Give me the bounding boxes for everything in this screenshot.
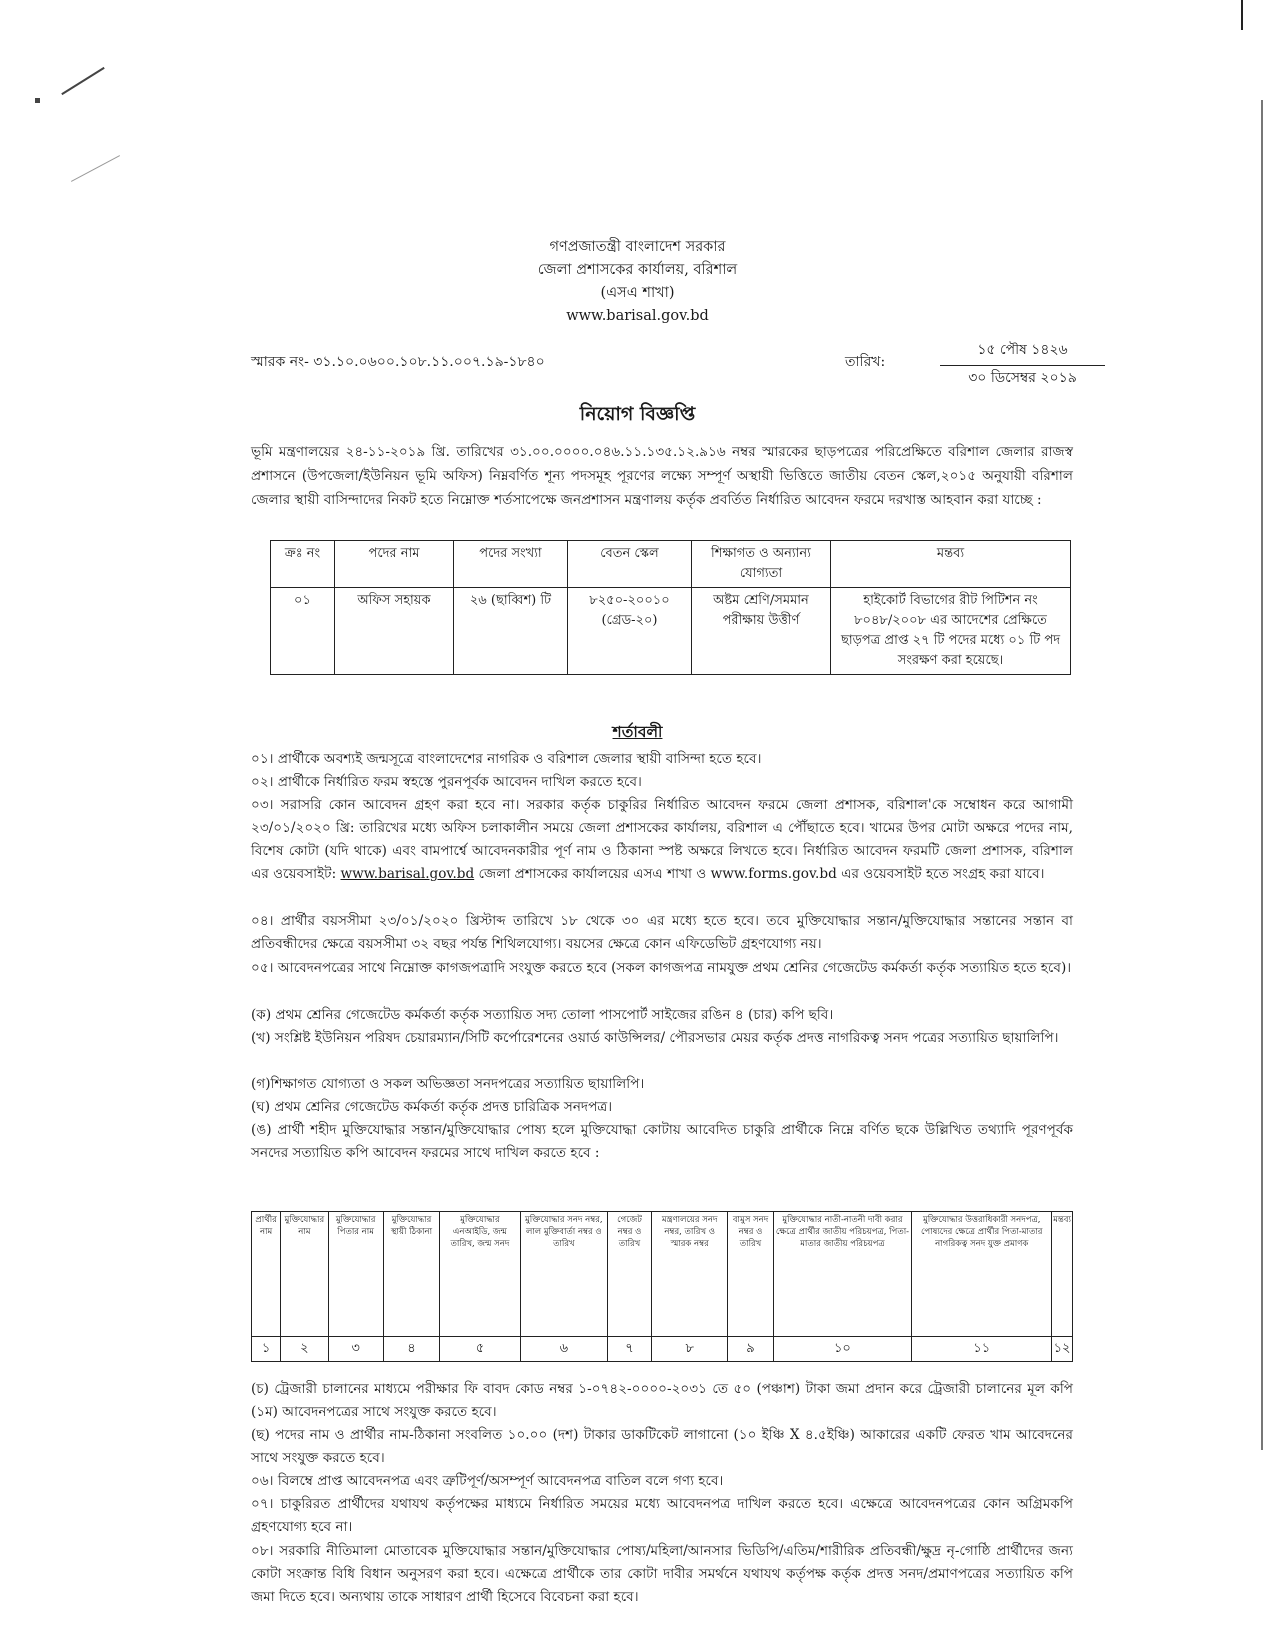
- ff-number-cell: ১০: [773, 1337, 912, 1362]
- condition-05-chha: (ছ) পদের নাম ও প্রার্থীর নাম-ঠিকানা সংবলিত ১০.০০ (দশ) টাকার ডাকটিকেট লাগানো (১০ ইঞ্চি X ৪.৫ইঞ্চি) আকারের একটি ফেরত খাম আবেদনের সাথে সংযুক্ত করতে হবে।: [251, 1427, 1073, 1466]
- condition-08: ০৮। সরকারি নীতিমালা মোতাবেক মুক্তিযোদ্ধার সন্তান/মুক্তিযোদ্ধার পোষ্য/মহিলা/আনসার ভিডিপি/এতিম/শারীরিক প্রতিবন্ধী/ক্ষুদ্র নৃ-গোষ্ঠি প্রার্থীদের জন্য কোটা সংক্রান্ত বিধি বিধান অনুসরণ করা হবে। এক্ষেত্রে প্রার্থীকে তার কোটা দাবীর সমর্থনে যথাযথ কর্তৃপক্ষ কর্তৃক প্রদত্ত সনদ/প্রমাণপত্রের সত্যায়িত কপি জমা দিতে হবে। অন্যথায় তাকে সাধারণ প্রার্থী হিসেবে বিবেচনা করা হবে।: [251, 1543, 1073, 1605]
- ff-header-col-6: মুক্তিযোদ্ধার সনদ নম্বর, লাল মুক্তিবার্তা নম্বর ও তারিখ: [520, 1212, 608, 1337]
- job-table-row: [271, 588, 1071, 675]
- conditions-title: শর্তাবলী: [612, 722, 663, 741]
- scan-pen-mark: [61, 67, 104, 95]
- ff-header-col-8: মন্ত্রণালয়ের সনদ নম্বর, তারিখ ও স্মারক নম্বর: [651, 1212, 728, 1337]
- ff-header-col-1: প্রার্থীর নাম: [252, 1212, 281, 1337]
- ff-number-cell: ১১: [912, 1337, 1052, 1362]
- ff-number-cell: ৩: [328, 1337, 383, 1362]
- condition-05: ০৫। আবেদনপত্রের সাথে নিম্নোক্ত কাগজপত্রাদি সংযুক্ত করতে হবে (সকল কাগজপত্র নামযুক্ত প্রথম শ্রেনির গেজেটেড কর্মকর্তা কর্তৃক সত্যায়িত হতে হবে)।: [251, 960, 1072, 976]
- intro-paragraph: ভূমি মন্ত্রণালয়ের ২৪-১১-২০১৯ খ্রি. তারিখের ৩১.০০.০০০০.০৪৬.১১.১৩৫.১২.৯১৬ নম্বর স্মারকের ছাড়পত্রের পরিপ্রেক্ষিতে বরিশাল জেলার রাজস্ব প্রশাসনে (উপজেলা/ইউনিয়ন ভূমি অফিস) নিম্নবর্ণিত শূন্য পদসমূহ পূরণের লক্ষ্যে সম্পূর্ণ অস্থায়ী ভিত্তিতে জাতীয় বেতন স্কেল,২০১৫ অনুযায়ী বরিশাল জেলার স্থায়ী বাসিন্দাদের নিকট হতে নিম্নোক্ত শর্তসাপেক্ষে জনপ্রশাসন মন্ত্রণালয় কর্তৃক প্রবর্তিত নির্ধারিত আবেদন ফরমে দরখাস্ত আহবান করা যাচ্ছে :: [251, 444, 1073, 508]
- ff-table-header-row: [252, 1212, 1073, 1337]
- ff-table-number-row: [252, 1337, 1073, 1362]
- scan-corner-mark: [1241, 0, 1255, 30]
- job-table: [270, 540, 1071, 675]
- job-count: ২৬ (ছাব্বিশ) টি: [454, 588, 568, 675]
- ff-header-col-10: মুক্তিযোদ্ধার নাতী-নাতনী দাবী করার ক্ষেত্রে প্রার্থীর জাতীয় পরিচয়পত্র, পিতা-মাতার জাতীয় পরিচয়পত্র: [773, 1212, 912, 1337]
- job-header-scale: বেতন স্কেল: [568, 541, 692, 588]
- barisal-website-link[interactable]: www.barisal.gov.bd: [340, 866, 475, 882]
- ff-header-col-3: মুক্তিযোদ্ধার পিতার নাম: [328, 1212, 383, 1337]
- ff-number-cell: ৮: [651, 1337, 728, 1362]
- memo-number: স্মারক নং- ৩১.১০.০৬০০.১০৮.১১.০০৭.১৯-১৮৪০: [251, 354, 545, 370]
- date-label: তারিখ:: [845, 354, 886, 370]
- letterhead: [0, 236, 1275, 328]
- job-header-count: পদের সংখ্যা: [454, 541, 568, 588]
- job-table-header-row: [271, 541, 1071, 588]
- ff-header-col-4: মুক্তিযোদ্ধার স্থায়ী ঠিকানা: [383, 1212, 440, 1337]
- condition-06: ০৬। বিলম্বে প্রাপ্ত আবেদনপত্র এবং ত্রুটিপূর্ণ/অসম্পূর্ণ আবেদনপত্র বাতিল বলে গণ্য হবে।: [251, 1473, 724, 1489]
- header-website: www.barisal.gov.bd: [566, 308, 709, 324]
- ff-number-cell: ৯: [728, 1337, 773, 1362]
- ff-number-cell: ২: [281, 1337, 328, 1362]
- condition-03-tail: জেলা প্রশাসকের কার্যালয়ের এসএ শাখা ও www.forms.gov.bd এর ওয়েবসাইট হতে সংগ্রহ করা যাবে।: [478, 866, 1045, 882]
- freedom-fighter-table: [251, 1211, 1073, 1362]
- scan-pen-mark: [71, 155, 120, 182]
- ff-header-col-9: বামুস সনদ নম্বর ও তারিখ: [728, 1212, 773, 1337]
- ff-number-cell: ১২: [1052, 1337, 1073, 1362]
- ff-header-col-12: মন্তব্য: [1052, 1212, 1073, 1337]
- header-office: জেলা প্রশাসকের কার্যালয়, বরিশাল: [537, 262, 738, 278]
- job-header-serial: ক্রঃ নং: [271, 541, 335, 588]
- ff-number-cell: ৫: [440, 1337, 520, 1362]
- page-title: নিয়োগ বিজ্ঞপ্তি: [579, 403, 696, 425]
- job-remarks: হাইকোর্ট বিভাগের রীট পিটিশন নং ৮০৪৮/২০০৮ এর আদেশের প্রেক্ষিতে ছাড়পত্র প্রাপ্ত ২৭ টি পদের মধ্যে ০১ টি পদ সংরক্ষণ করা হয়েছে।: [831, 588, 1071, 675]
- job-serial: ০১: [271, 588, 335, 675]
- condition-05-cha: (চ) ট্রেজারী চালানের মাধ্যমে পরীক্ষার ফি বাবদ কোড নম্বর ১-০৭৪২-০০০০-২০৩১ তে ৫০ (পঞ্চাশ) টাকা জমা প্রদান করে ট্রেজারী চালানের মূল কপি (১ম) আবেদনপত্রের সাথে সংযুক্ত করতে হবে।: [251, 1381, 1074, 1420]
- condition-01: ০১। প্রার্থীকে অবশ্যই জন্মসূত্রে বাংলাদেশের নাগরিক ও বরিশাল জেলার স্থায়ী বাসিন্দা হতে হবে।: [251, 751, 762, 767]
- condition-03-text: ০৩। সরাসরি কোন আবেদন গ্রহণ করা হবে না। সরকার কর্তৃক চাকুরির নির্ধারিত আবেদন ফরমে জেলা প্রশাসক, বরিশাল'কে সম্বোধন করে আগামী ২৩/০১/২০২০ খ্রি: তারিখের মধ্যে অফিস চলাকালীন সময়ে জেলা প্রশাসকের কার্যালয়, বরিশাল এ পৌঁছাতে হবে। খামের উপর মোটা অক্ষরে পদের নাম, বিশেষ কোটা (যদি থাকে) এবং বামপার্শ্বে আবেদনকারীর পূর্ণ নাম ও ঠিকানা স্পষ্ট অক্ষরে লিখতে হবে। নির্ধারিত আবেদন ফরমটি জেলা প্রশাসক, বরিশাল এর ওয়েবসাইট:: [251, 797, 1073, 882]
- ff-number-cell: ৬: [520, 1337, 608, 1362]
- header-government: গণপ্রজাতন্ত্রী বাংলাদেশ সরকার: [549, 239, 726, 255]
- condition-07: ০৭। চাকুরিরত প্রার্থীদের যথাযথ কর্তৃপক্ষের মাধ্যমে নির্ধারিত সময়ের মধ্যে আবেদনপত্র দাখিল করতে হবে। এক্ষেত্রে আবেদনপত্রের কোন অগ্রিমকপি গ্রহণযোগ্য হবে না।: [251, 1496, 1073, 1535]
- job-scale-cell: [568, 588, 692, 675]
- job-header-post: পদের নাম: [335, 541, 454, 588]
- date-bangla: ১৫ পৌষ ১৪২৬: [940, 338, 1105, 366]
- condition-05-uma: (ঙ) প্রার্থী শহীদ মুক্তিযোদ্ধার সন্তান/মুক্তিযোদ্ধার পোষ্য হলে মুক্তিযোদ্ধা কোটায় আবেদিত চাকুরি প্রার্থীকে নিম্নে বর্ণিত ছকে উল্লিখিত তথ্যাদি পূরণপূর্বক সনদের সত্যায়িত কপি আবেদন ফরমের সাথে দাখিল করতে হবে :: [251, 1122, 1073, 1161]
- job-header-qualification: শিক্ষাগত ও অন্যান্য যোগ্যতা: [692, 541, 831, 588]
- scan-dot-mark: [35, 98, 40, 103]
- ff-header-col-2: মুক্তিযোদ্ধার নাম: [281, 1212, 328, 1337]
- condition-04: ০৪। প্রার্থীর বয়সসীমা ২৩/০১/২০২০ খ্রিস্টাব্দ তারিখে ১৮ থেকে ৩০ এর মধ্যে হতে হবে। তবে মুক্তিযোদ্ধার সন্তান/মুক্তিযোদ্ধার সন্তানের সন্তান বা প্রতিবন্ধীদের ক্ষেত্রে বয়সসীমা ৩২ বছর পর্যন্ত শিথিলযোগ্য। বয়সের ক্ষেত্রে কোন এফিডেভিট গ্রহণযোগ্য নয়।: [251, 913, 1073, 952]
- header-branch: (এসএ শাখা): [600, 285, 675, 301]
- condition-02: ০২। প্রার্থীকে নির্ধারিত ফরম স্বহস্তে পুরনপূর্বক আবেদন দাখিল করতে হবে।: [251, 774, 642, 790]
- job-qualification: অষ্টম শ্রেণি/সমমান পরীক্ষায় উত্তীর্ণ: [692, 588, 831, 675]
- job-header-remarks: মন্তব্য: [831, 541, 1071, 588]
- condition-05-kha: (খ) সংশ্লিষ্ট ইউনিয়ন পরিষদ চেয়ারম্যান/সিটি কর্পোরেশনের ওয়ার্ড কাউন্সিলর/ পৌরসভার মেয়র কর্তৃক প্রদত্ত নাগরিকত্ব সনদ পত্রের সত্যায়িত ছায়ালিপি।: [251, 1030, 1059, 1046]
- ff-header-col-11: মুক্তিযোদ্ধার উত্তরাধিকারী সনদপত্র, পোষ্যদের ক্ষেত্রে প্রার্থীর পিতা-মাতার নাগরিকত্ব সনদ যুক্ত প্রমাণক: [912, 1212, 1052, 1337]
- ff-number-cell: ৪: [383, 1337, 440, 1362]
- ff-number-cell: ৭: [608, 1337, 652, 1362]
- job-scale: ৮২৫০-২০০১০: [589, 593, 670, 608]
- job-grade: (গ্রেড-২০): [601, 613, 658, 628]
- job-post: অফিস সহায়ক: [335, 588, 454, 675]
- ff-header-col-5: মুক্তিযোদ্ধার এনআইডি, জন্ম তারিখ, জন্ম সনদ: [440, 1212, 520, 1337]
- ff-number-cell: ১: [252, 1337, 281, 1362]
- ff-header-col-7: গেজেট নম্বর ও তারিখ: [608, 1212, 652, 1337]
- date-english: ৩০ ডিসেম্বর ২০১৯: [968, 370, 1077, 386]
- condition-05-ga: (গ)শিক্ষাগত যোগ্যতা ও সকল অভিজ্ঞতা সনদপত্রের সত্যায়িত ছায়ালিপি।: [251, 1076, 645, 1092]
- condition-03: [251, 794, 1073, 886]
- condition-05-ka: (ক) প্রথম শ্রেনির গেজেটেড কর্মকর্তা কর্তৃক সত্যায়িত সদ্য তোলা পাসপোর্ট সাইজের রঙিন ৪ (চার) কপি ছবি।: [251, 1007, 834, 1023]
- condition-05-gha: (ঘ) প্রথম শ্রেনির গেজেটেড কর্মকর্তা কর্তৃক প্রদত্ত চারিত্রিক সনদপত্র।: [251, 1099, 613, 1115]
